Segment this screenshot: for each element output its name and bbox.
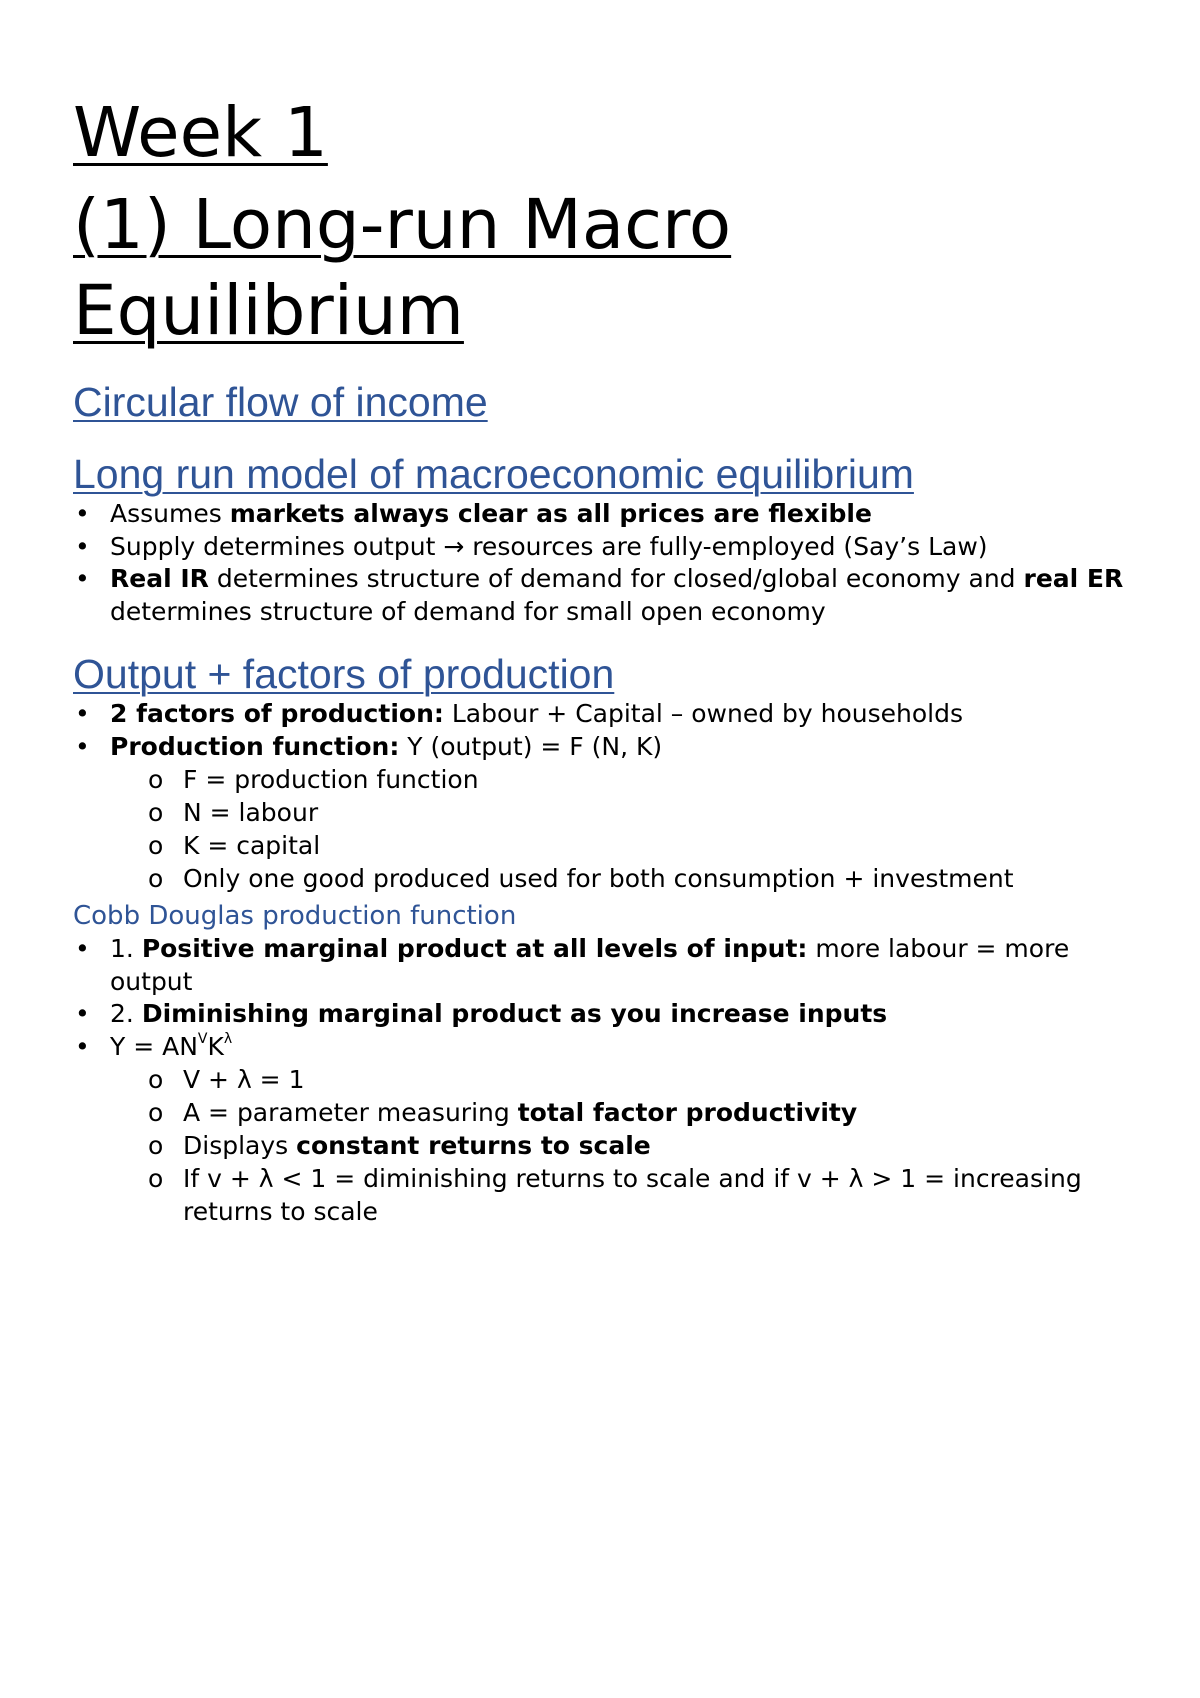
document-page <box>73 90 1153 1228</box>
list-item: • 1. Positive marginal product at all levels of input: more labour = more output <box>73 933 1153 998</box>
heading-long-run-model: Long run model of macroeconomic equilibrium <box>73 451 914 497</box>
sublist-item: o A = parameter measuring total factor productivity <box>73 1096 1153 1129</box>
week-title: Week 1 <box>73 93 328 173</box>
sublist-item: o K = capital <box>73 829 1153 862</box>
cobb-douglas-list <box>73 933 1153 1228</box>
sublist-item: o If v + λ < 1 = diminishing returns to scale and if v + λ > 1 = increasing returns to scale <box>73 1162 1153 1228</box>
formula: $Y = AN^VK^\lambda$ <box>110 1030 233 1061</box>
production-function-sublist <box>110 763 1153 895</box>
sublist-item: o F = production function <box>73 763 1153 796</box>
heading-cobb-douglas: Cobb Douglas production function <box>73 901 517 931</box>
list-item: • Real IR determines structure of demand for closed/global economy and real ER determines structure of demand for small open economy <box>73 563 1153 628</box>
sublist-item: o N = labour <box>73 796 1153 829</box>
list-item: • Supply determines output → resources are fully-employed (Say’s Law) <box>73 531 1153 564</box>
sublist-item: o V + λ = 1 <box>73 1063 1153 1096</box>
sublist-item: o Displays constant returns to scale <box>73 1129 1153 1162</box>
list-item: • Assumes markets always clear as all prices are flexible <box>73 498 1153 531</box>
output-list <box>73 698 1153 895</box>
list-item <box>73 1031 1153 1229</box>
list-item: • 2. Diminishing marginal product as you increase inputs <box>73 998 1153 1031</box>
sublist-item: o Only one good produced used for both consumption + investment <box>73 862 1153 895</box>
heading-circular-flow: Circular flow of income <box>73 379 488 425</box>
list-item: • Production function: Y (output) = F (N, K) o F = production function o N = labour o K = capital o Only one good produced used for both consumption + investment <box>73 731 1153 896</box>
topic-title: (1) Long-run Macro Equilibrium <box>73 185 732 351</box>
formula-sublist <box>110 1063 1153 1228</box>
list-item: • 2 factors of production: Labour + Capital – owned by households <box>73 698 1153 731</box>
heading-output-factors: Output + factors of production <box>73 651 615 697</box>
long-run-list <box>73 498 1153 628</box>
